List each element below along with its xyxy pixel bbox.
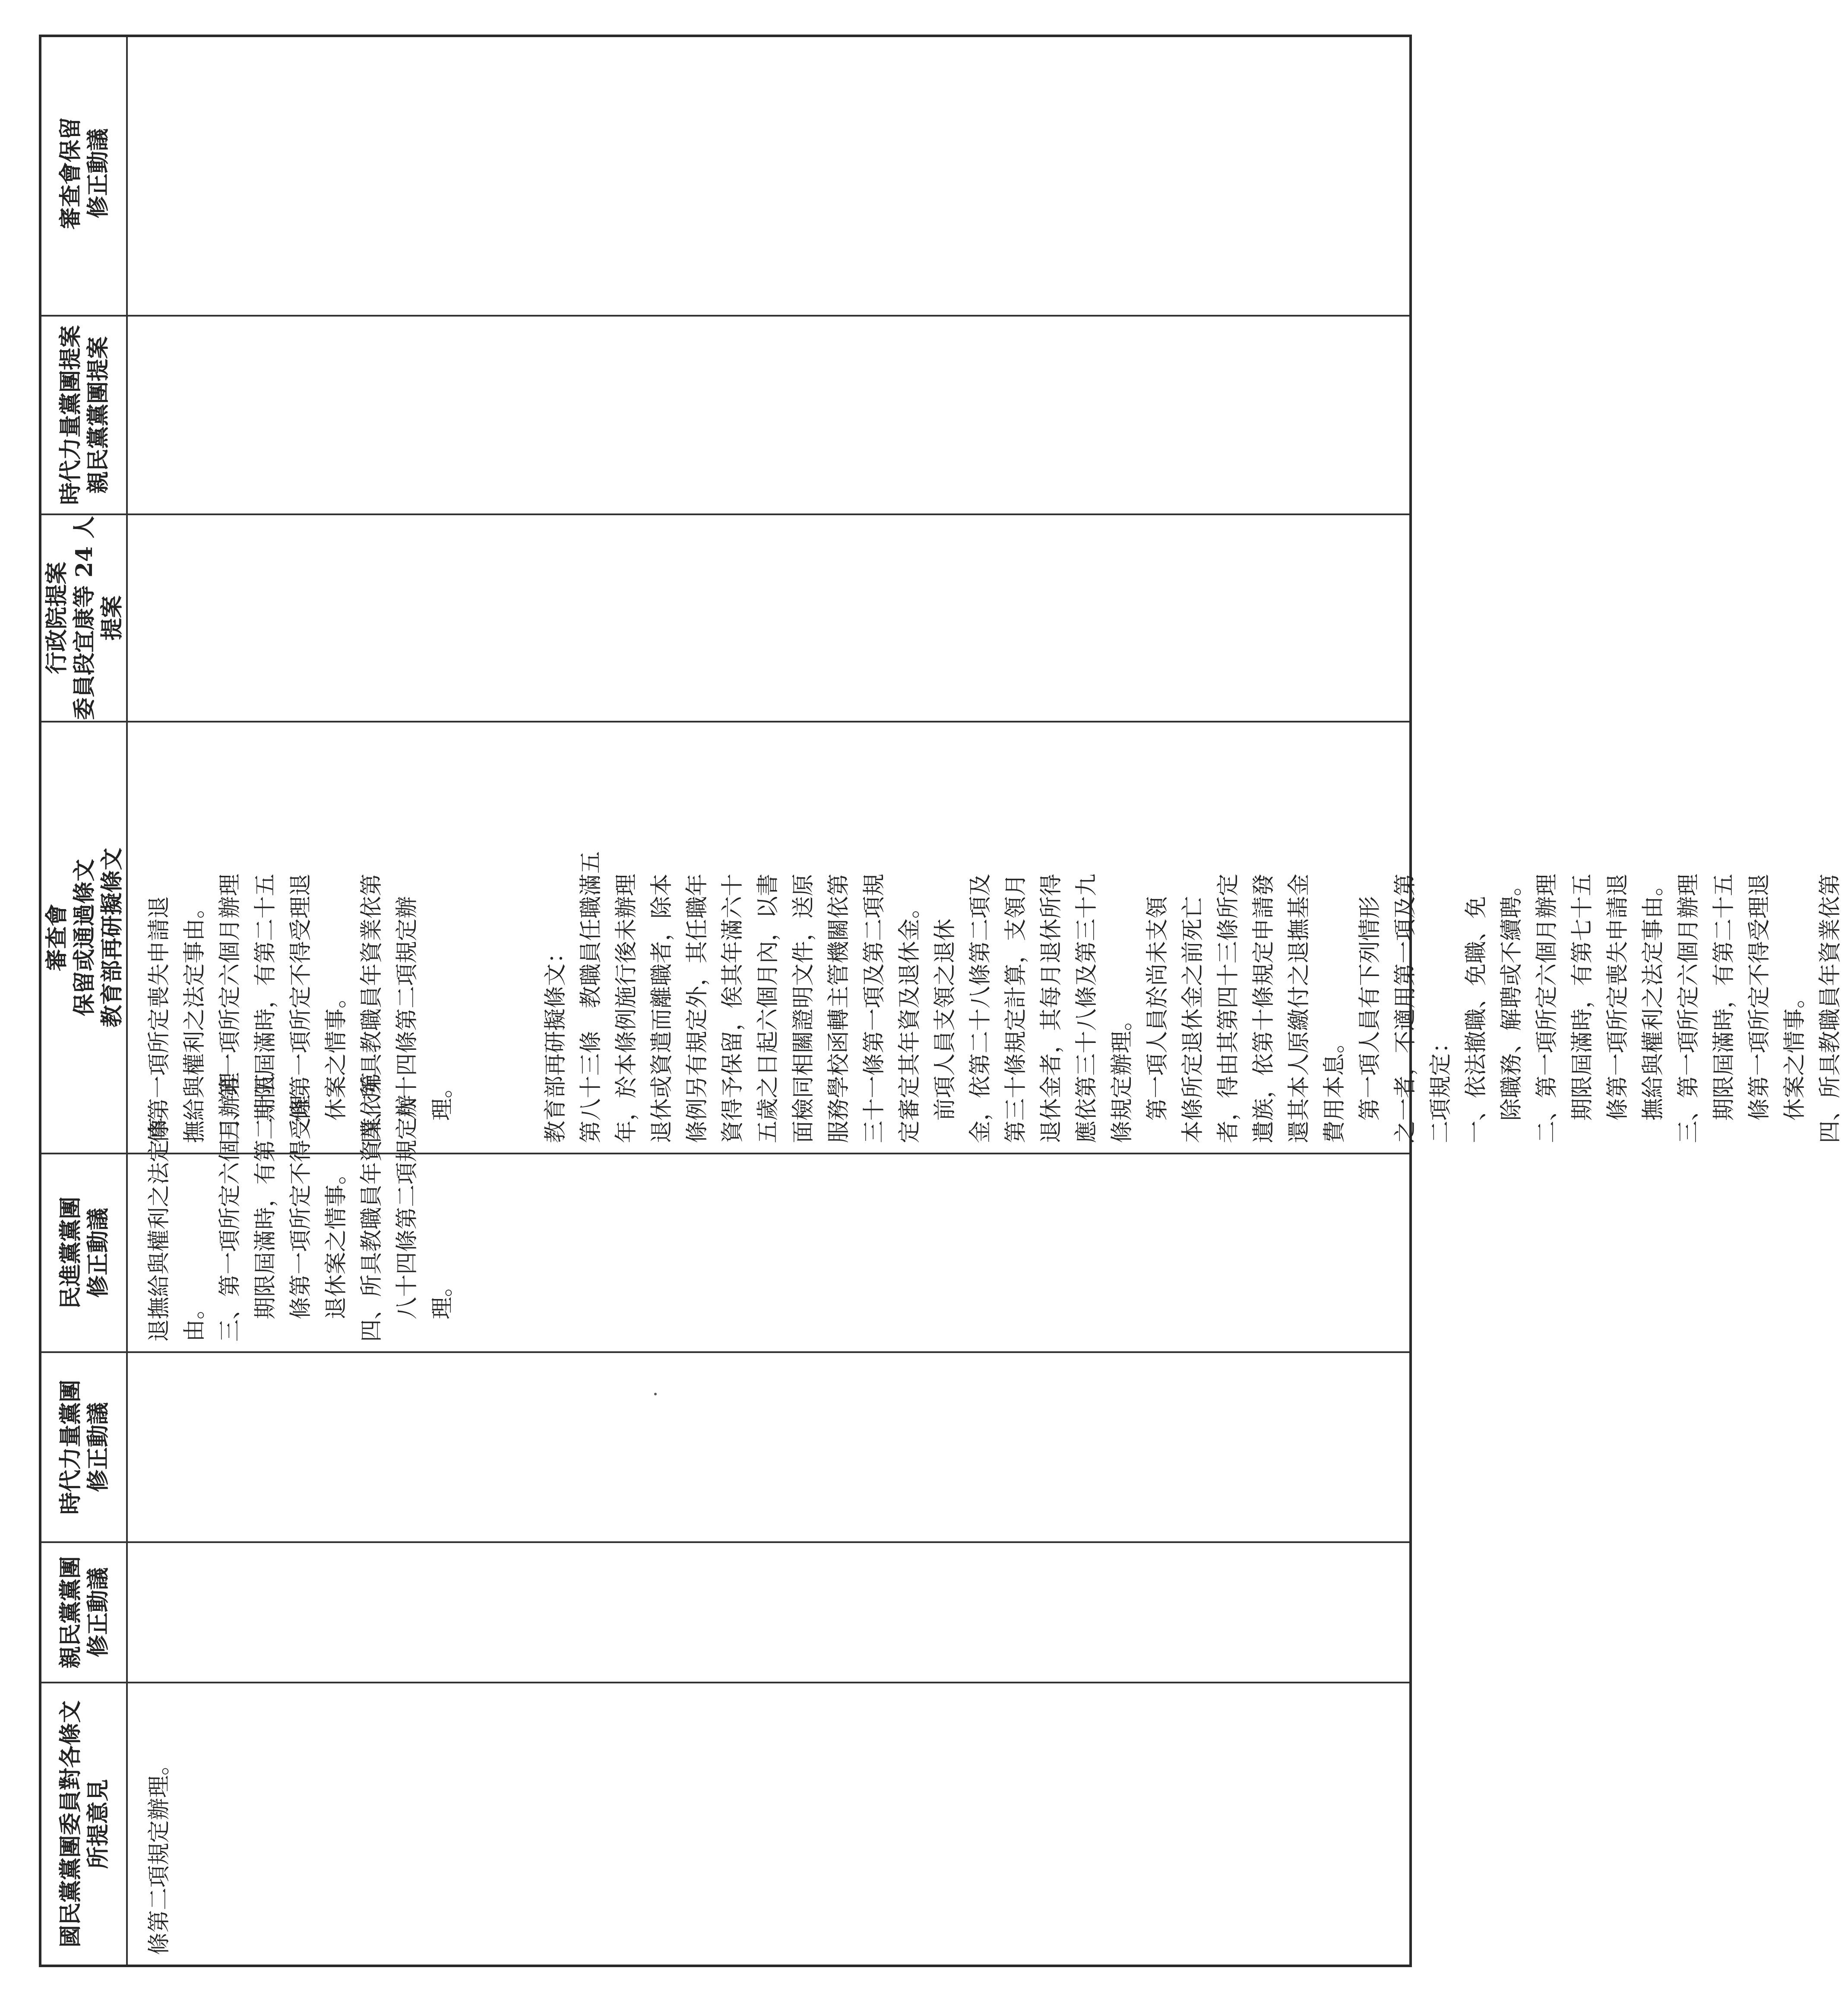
header-line: 修正動議 [85,1208,111,1298]
scan-speck [654,1393,657,1395]
header-line: 時代力量黨團提案 [57,325,84,505]
column-header-npp [41,1353,128,1541]
text-line: 三、第一項所定六個月辦理 [1676,873,1702,1143]
text-line: 條第一項所定不得受理退 [1747,873,1772,1121]
text-line: 費用本息。 [1322,1030,1348,1143]
text-line: 條第一項所定喪失申請退 [146,896,172,1143]
header-line: 教育部再研擬條文 [99,848,125,1028]
text-line: 五歲之日起六個月內，以書 [755,873,781,1143]
text-line: 休案之情事。 [1782,986,1808,1121]
cell-review [142,732,1848,1143]
text-line: 一、依法撤職、免職、免 [1463,896,1489,1143]
text-line: 應依第三十八條及第三十九 [1074,873,1100,1143]
text-line: 理。 [430,1075,456,1121]
column-exec [41,513,1409,721]
text-line: 還其本人原繳付之退撫基金 [1286,873,1312,1143]
text-line: 金，依第二十八條第二項及 [968,873,994,1143]
text-line: 八十四條第二項規定辦 [394,896,420,1121]
text-line: 條例另有規定外，其任職年 [684,873,710,1143]
text-line: 撫給與權利之法定事由。 [182,896,208,1143]
column-header-kmt [41,1683,128,1965]
header-line: 民進黨黨團 [57,1197,84,1309]
text-line: 條第一項所定不得受理 [288,1094,314,1319]
column-header-review [41,723,128,1153]
text-line: 三十一條第一項及第二項規 [861,873,887,1143]
column-header-pfp [41,1543,128,1682]
cell-kmt [142,1693,177,1955]
header-line: 所提意見 [85,1779,111,1869]
text-line: 定審定其年資及退休金。 [897,896,923,1143]
column-kmt [41,1682,1409,1965]
text-line: 本條所定退休金之前死亡 [1180,896,1206,1143]
text-line: 理。 [430,1274,456,1319]
column-npp [41,1351,1409,1541]
text-line: 資得予保留，俟其年滿六十 [720,873,746,1143]
text-line: 休案之情事。 [323,986,349,1121]
text-line: 期限屆滿時，有第二十五 [1711,873,1737,1121]
text-line: 年，於本條例施行後未辦理 [614,873,639,1143]
header-line: 修正動議 [85,128,111,219]
text-line: 條第一項所定不得受理退 [288,873,314,1121]
rotated-page [39,35,1843,1967]
header-line: 親民黨黨團提案 [85,336,111,494]
text-line: 三、第一項所定六個月辦理 [217,1072,243,1342]
text-line: 三、第一項所定六個月辦理 [217,873,243,1143]
moe-subheading: 教育部再研擬條文： [543,941,569,1143]
text-line: 服務學校函轉主管機關依第 [826,873,852,1143]
text-line: 面檢同相關證明文件，送原 [791,873,816,1143]
column-review_reserve [41,32,1409,315]
column-header-exec [41,515,128,721]
column-pfp [41,1541,1409,1682]
text-line: 四、所具教職員年資業依第 [359,1072,385,1342]
cell-dpp [142,1072,460,1342]
text-line: 第一項人員有下列情形 [1357,896,1383,1121]
comparison-table [39,35,1843,1967]
header-line: 行政院提案 [44,562,70,675]
text-line: 二項規定： [1428,1030,1454,1143]
text-line: 四、所具教職員年資業依第 [1817,873,1843,1143]
text-line: 由。 [182,1296,208,1342]
text-line: 第八十三條 教職員任職滿五 [578,851,604,1143]
text-line: 期限屆滿時，有第二十五 [253,1072,278,1319]
header-line: 保留或通過條文 [71,859,98,1017]
text-line: 退休案之情事。 [323,1162,349,1319]
text-line: 條第一項所定喪失申請退 [1605,873,1631,1121]
text-line: 期限屆滿時，有第二十五 [253,873,278,1121]
text-line: 第三十條規定計算，支領月 [1003,873,1029,1143]
text-line: 條規定辦理。 [1109,1008,1135,1143]
text-line: 撫給與權利之法定事由。 [1640,873,1666,1121]
text-line: 二、第一項所定六個月辦理 [1534,873,1560,1143]
header-line: 提案 [99,596,125,641]
text-line: 除職務、解聘或不續聘。 [1499,873,1525,1121]
header-line: 時代力量黨團 [57,1380,84,1515]
text-line: 退休金者，其每月退休所得 [1038,873,1064,1143]
column-header-npp_pfp [41,317,128,513]
column-review [41,721,1843,1153]
text-line: 退撫給與權利之法定事 [146,1117,172,1342]
header-line: 親民黨黨團 [57,1556,84,1669]
header-line: 審查會保留 [57,117,84,230]
text-line: 之一者，不適用第一項及第 [1392,873,1418,1143]
text-line: 四、所具教職員年資業依第 [359,873,385,1143]
text-line: 者，得由其第四十三條所定 [1215,873,1241,1143]
text-line: 第一項人員於尚未支領 [1145,896,1171,1121]
header-line: 修正動議 [85,1567,111,1657]
text-line: 前項人員支領之退休 [932,918,958,1121]
text-line: 遺族，依第十條規定申請發 [1251,873,1277,1143]
header-line: 審查會 [44,904,70,972]
text-line: 期限屆滿時，有第七十五 [1570,873,1595,1121]
column-npp_pfp [41,315,1409,513]
column-header-review_reserve [41,32,128,315]
header-line: 國民黨黨團委員對各條文 [57,1700,84,1948]
column-header-dpp [41,1154,128,1351]
text-line: 條第二項規定辦理。 [146,1752,172,1955]
text-line: 八十四條第二項規定辦 [394,1094,420,1319]
header-line: 修正動議 [85,1402,111,1493]
text-line: 退休或資遣而離職者，除本 [649,873,675,1143]
header-line: 委員段宜康等 24 人 [71,516,98,720]
